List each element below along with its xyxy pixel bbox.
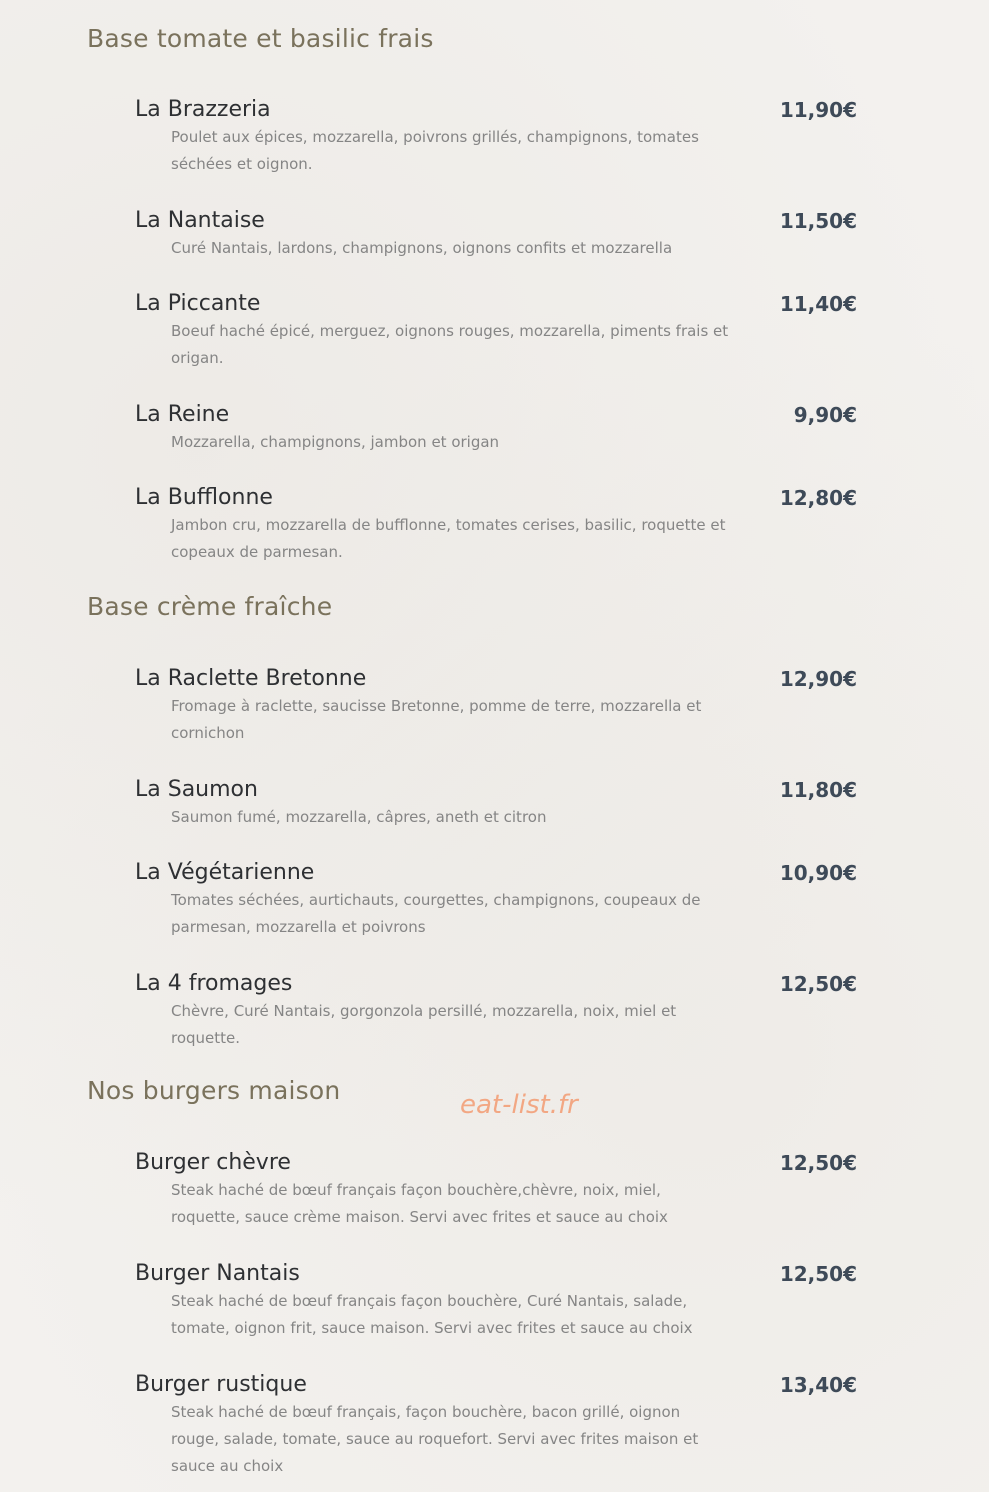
item-price: 9,90€ xyxy=(793,403,857,427)
item-name: La 4 fromages xyxy=(135,971,293,996)
section-title: Base tomate et basilic frais xyxy=(87,24,434,53)
section-title: Base crème fraîche xyxy=(87,592,333,621)
menu-item xyxy=(135,1149,857,1231)
item-price: 11,80€ xyxy=(779,778,857,802)
menu-item xyxy=(135,1371,857,1480)
item-name: Burger Nantais xyxy=(135,1261,300,1286)
item-description: Poulet aux épices, mozzarella, poivrons grillés, champignons, tomates séchées et oignon. xyxy=(171,128,699,173)
item-price: 12,50€ xyxy=(779,1151,857,1175)
item-price: 12,50€ xyxy=(779,1262,857,1286)
item-description: Curé Nantais, lardons, champignons, oignons confits et mozzarella xyxy=(171,239,673,257)
item-price: 12,90€ xyxy=(779,667,857,691)
menu-item xyxy=(135,207,857,262)
item-price: 12,80€ xyxy=(779,486,857,510)
item-name: Burger rustique xyxy=(135,1372,307,1397)
item-price: 11,50€ xyxy=(779,209,857,233)
item-description: Steak haché de bœuf français façon bouchère, Curé Nantais, salade, tomate, oignon frit, sauce maison. Servi avec frites et sauce au choix xyxy=(171,1292,693,1337)
item-description: Steak haché de bœuf français façon bouchère,chèvre, noix, miel, roquette, sauce crème maison. Servi avec frites et sauce au choix xyxy=(171,1181,668,1226)
menu-item xyxy=(135,96,857,178)
item-description: Steak haché de bœuf français, façon bouchère, bacon grillé, oignon rouge, salade, tomate, sauce au roquefort. Servi avec frites maison et sauce au choix xyxy=(171,1403,699,1475)
watermark: eat-list.fr xyxy=(460,1090,578,1120)
item-description: Chèvre, Curé Nantais, gorgonzola persillé, mozzarella, noix, miel et roquette. xyxy=(171,1002,677,1047)
item-name: La Bufflonne xyxy=(135,485,273,510)
item-description: Fromage à raclette, saucisse Bretonne, pomme de terre, mozzarella et cornichon xyxy=(171,697,702,742)
menu-item xyxy=(135,401,857,456)
item-description: Saumon fumé, mozzarella, câpres, aneth et citron xyxy=(171,808,547,826)
menu-item xyxy=(135,970,857,1052)
item-description: Mozzarella, champignons, jambon et origan xyxy=(171,433,500,451)
item-price: 11,40€ xyxy=(779,292,857,316)
item-description: Jambon cru, mozzarella de bufflonne, tomates cerises, basilic, roquette et copeaux de parmesan. xyxy=(171,516,726,561)
item-price: 11,90€ xyxy=(779,98,857,122)
menu-item xyxy=(135,484,857,566)
item-description: Tomates séchées, aurtichauts, courgettes, champignons, coupeaux de parmesan, mozzarella et poivrons xyxy=(171,891,701,936)
menu-item xyxy=(135,859,857,941)
menu-item xyxy=(135,1260,857,1342)
item-description: Boeuf haché épicé, merguez, oignons rouges, mozzarella, piments frais et origan. xyxy=(171,322,729,367)
item-name: La Végétarienne xyxy=(135,860,315,885)
item-name: La Nantaise xyxy=(135,208,265,233)
item-name: La Brazzeria xyxy=(135,97,271,122)
item-price: 10,90€ xyxy=(779,861,857,885)
menu-item xyxy=(135,776,857,831)
menu-item xyxy=(135,290,857,372)
section-title: Nos burgers maison xyxy=(87,1076,341,1105)
item-name: La Reine xyxy=(135,402,230,427)
item-name: La Raclette Bretonne xyxy=(135,666,367,691)
item-name: Burger chèvre xyxy=(135,1150,291,1175)
item-price: 12,50€ xyxy=(779,972,857,996)
item-name: La Piccante xyxy=(135,291,261,316)
item-price: 13,40€ xyxy=(779,1373,857,1397)
item-name: La Saumon xyxy=(135,777,258,802)
menu-item xyxy=(135,665,857,747)
